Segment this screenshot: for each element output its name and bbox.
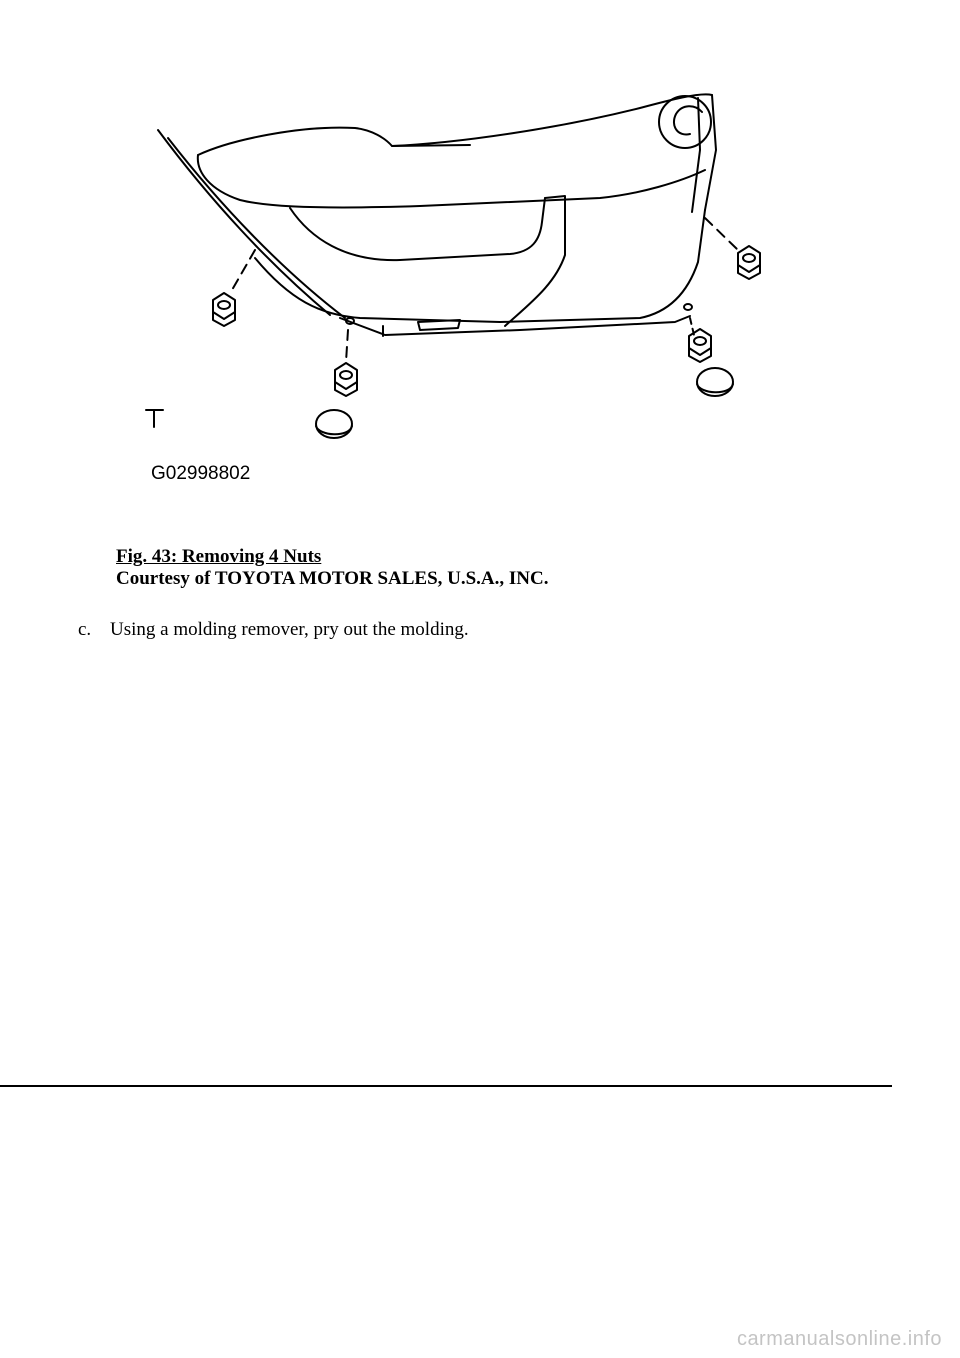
step-text: Using a molding remover, pry out the molding. — [110, 619, 469, 640]
leader-bottom-left — [346, 330, 348, 362]
nut-bottom-right-icon — [689, 329, 711, 362]
figure-code: G02998802 — [151, 463, 251, 484]
panel-lower-contour — [255, 210, 705, 322]
cap-bottom-icon — [316, 410, 352, 438]
cap-right-icon — [697, 368, 733, 396]
figure-caption-title[interactable]: Fig. 43: Removing 4 Nuts — [116, 546, 322, 567]
door-trim-illustration — [140, 88, 780, 498]
nut-bottom-left-icon — [335, 363, 357, 396]
page-divider — [0, 1085, 892, 1087]
hole-right — [684, 304, 692, 310]
armrest-front — [198, 155, 705, 207]
procedure-step — [78, 619, 469, 641]
panel-right-inner — [692, 98, 700, 212]
nut-removal-diagram — [140, 88, 780, 498]
figure-caption-credit: Courtesy of TOYOTA MOTOR SALES, U.S.A., INC. — [116, 568, 549, 589]
panel-edge-inner — [168, 138, 345, 318]
figure-caption — [116, 546, 549, 590]
grommet-circle — [659, 96, 711, 148]
leader-right — [705, 218, 738, 250]
armrest-top — [198, 128, 470, 155]
panel-right-edge — [705, 95, 716, 210]
watermark: carmanualsonline.info — [736, 1328, 942, 1350]
nut-left-icon — [213, 293, 235, 326]
pocket-side — [505, 196, 565, 326]
nut-right-icon — [738, 246, 760, 279]
leader-left — [232, 250, 255, 290]
step-letter: c. — [78, 619, 92, 640]
t-marker-icon — [146, 410, 163, 427]
